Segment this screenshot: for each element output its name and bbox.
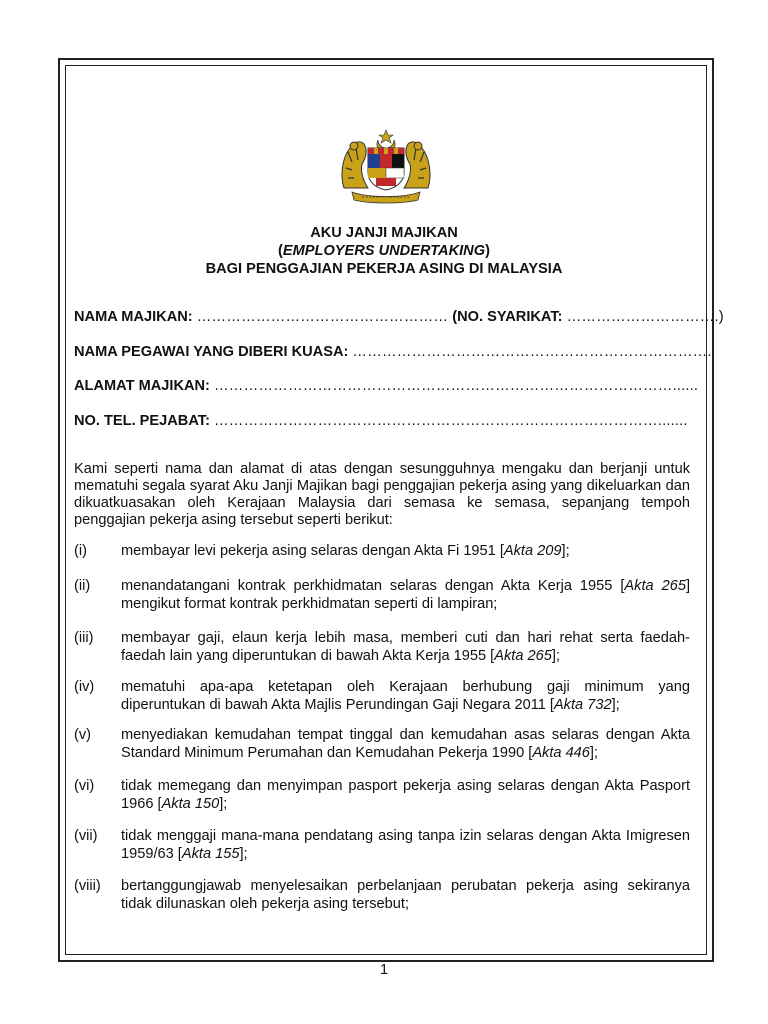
list-item-text: membayar levi pekerja asing selaras dengan Akta Fi 1951 [	[121, 543, 504, 559]
label-no-tel-pejabat: NO. TEL. PEJABAT:	[74, 413, 210, 429]
document-subtitle-english	[74, 242, 694, 260]
act-reference: Akta 732	[553, 696, 612, 713]
list-item-number: (viii)	[74, 878, 101, 894]
list-item-text: membayar gaji, elaun kerja lebih masa, memberi cuti dan hari rehat serta faedah-faedah lain yang diperuntukan di bawah Akta Kerja 1955 [	[121, 630, 690, 664]
list-item-text-end: ];	[561, 543, 570, 559]
blank-alamat-majikan[interactable]: …………………………………………………………………………………......	[213, 378, 699, 394]
field-alamat-majikan	[74, 377, 699, 395]
document-subtitle: BAGI PENGGAJIAN PEKERJA ASING DI MALAYSIA	[205, 261, 563, 277]
page-number: 1	[379, 962, 389, 978]
list-item-number: (vi)	[74, 778, 95, 794]
list-item-text-end: ];	[219, 795, 228, 812]
label-no-syarikat: (NO. SYARIKAT:	[452, 309, 563, 325]
field-nama-majikan	[74, 308, 724, 326]
label-alamat-majikan: ALAMAT MAJIKAN:	[74, 378, 210, 394]
list-item	[74, 727, 690, 762]
list-item-text: bertanggungjawab menyelesaikan perbelanjaan perubatan pekerja asing sekiranya tidak dilunaskan oleh pekerja asing tersebut;	[121, 878, 690, 912]
list-item-text-end: ];	[551, 647, 560, 664]
list-item	[74, 630, 690, 665]
blank-no-syarikat[interactable]: ………………………….)	[566, 309, 724, 325]
list-item-number: (ii)	[74, 578, 91, 594]
list-item	[74, 778, 690, 813]
label-nama-pegawai: NAMA PEGAWAI YANG DIBERI KUASA:	[74, 344, 349, 360]
act-reference: Akta 155	[181, 845, 240, 862]
list-item-text: menandatangani kontrak perkhidmatan selaras dengan Akta Kerja 1955 [	[121, 578, 625, 594]
list-item-text-end: ] mengikut format kontrak perkhidmatan seperti di lampiran;	[121, 578, 690, 612]
list-item	[74, 878, 690, 913]
list-item-number: (iv)	[74, 679, 95, 695]
list-item-text-end: ];	[589, 744, 599, 761]
act-reference: Akta 209	[503, 543, 562, 559]
list-item-text: tidak memegang dan menyimpan pasport pekerja asing selaras dengan Akta Pasport 1966 [	[121, 778, 690, 812]
list-item	[74, 679, 690, 714]
act-reference: Akta 150	[161, 795, 220, 812]
document-title: AKU JANJI MAJIKAN	[310, 225, 458, 241]
list-item-text: mematuhi apa-apa ketetapan oleh Kerajaan berhubung gaji minimum yang diperuntukan di bawah Akta Majlis Perundingan Gaji Negara 2011 [	[121, 679, 690, 713]
list-item	[74, 543, 690, 561]
subtitle-close-paren: )	[485, 243, 490, 259]
list-item-text: tidak menggaji mana-mana pendatang asing tanpa izin selaras dengan Akta Imigresen 1959/63 [	[121, 828, 690, 862]
blank-nama-pegawai[interactable]: ……………………………………………………………….	[352, 344, 712, 360]
list-item-number: (iii)	[74, 630, 94, 646]
list-item-text-end: ];	[239, 845, 248, 862]
field-nama-pegawai	[74, 343, 712, 361]
act-reference: Akta 265	[624, 578, 686, 594]
subtitle-english-text: EMPLOYERS UNDERTAKING	[282, 243, 486, 259]
list-item	[74, 828, 690, 863]
blank-nama-majikan[interactable]: ……………………………………………	[196, 309, 449, 325]
list-item	[74, 578, 690, 613]
blank-no-tel-pejabat[interactable]: ……………………………………………………………………………….......	[214, 413, 688, 429]
label-nama-majikan: NAMA MAJIKAN:	[74, 309, 193, 325]
act-reference: Akta 265	[494, 647, 552, 664]
list-item-number: (vii)	[74, 828, 98, 844]
subtitle-open-paren: (	[278, 243, 283, 259]
list-item-text: menyediakan kemudahan tempat tinggal dan kemudahan asas selaras dengan Akta Standard Minimum Perumahan dan Kemudahan Pekerja 1990 [	[121, 727, 690, 761]
act-reference: Akta 446	[532, 744, 590, 761]
list-item-number: (v)	[74, 727, 92, 743]
coat-of-arms-emblem	[338, 128, 434, 204]
intro-paragraph: Kami seperti nama dan alamat di atas dengan sesungguhnya mengaku dan berjanji untuk mematuhi segala syarat Aku Janji Majikan bagi penggajian pekerja asing yang dikeluarkan dan dikuatkuasakan oleh Kerajaan Malaysia dari semasa ke semasa, sepanjang tempoh penggajian pekerja asing tersebut seperti berikut:	[74, 461, 690, 528]
list-item-text-end: ];	[611, 696, 620, 713]
list-item-number: (i)	[74, 543, 87, 559]
field-no-tel-pejabat	[74, 412, 699, 430]
